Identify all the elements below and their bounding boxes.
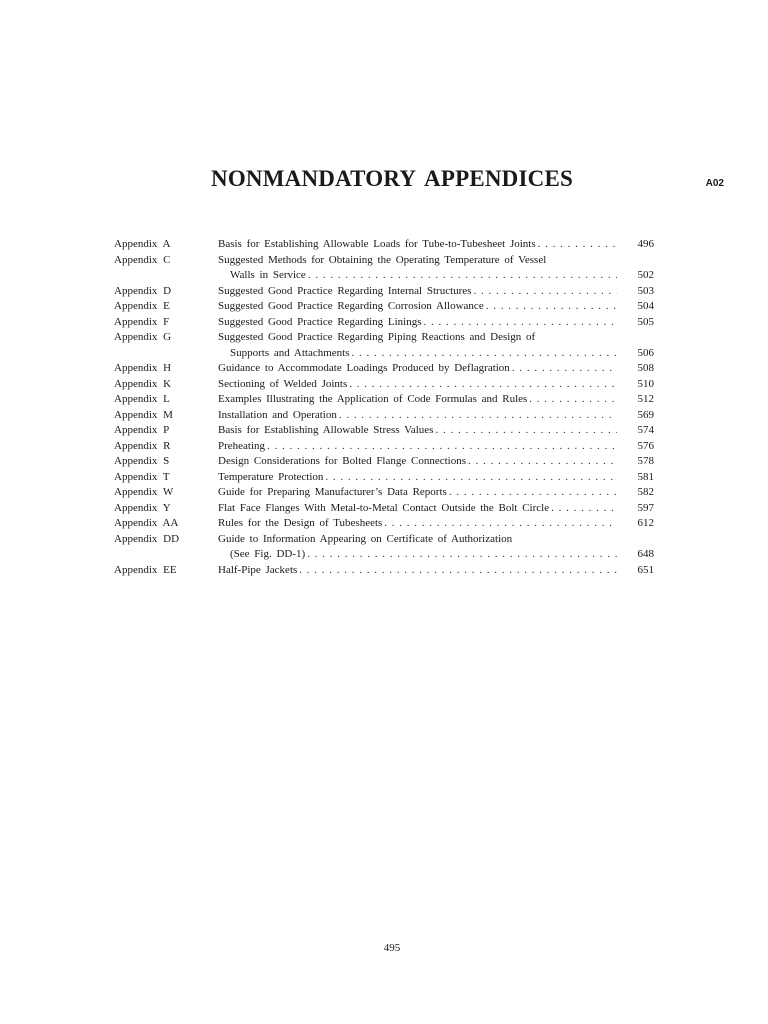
appendix-label: Appendix L [114, 393, 170, 405]
dot-leader [435, 423, 617, 439]
appendix-page-number: 512 [637, 393, 654, 405]
appendix-entry [218, 454, 620, 470]
dot-leader [486, 299, 617, 315]
appendix-entry [218, 485, 620, 501]
toc-entry [114, 485, 654, 501]
appendix-page-number: 569 [637, 408, 654, 421]
appendix-label: Appendix S [114, 455, 170, 467]
appendix-label: Appendix P [114, 424, 170, 436]
appendix-title-text: Rules for the Design of Tubesheets [218, 517, 383, 529]
appendix-title-line [218, 501, 620, 517]
dot-leader [424, 315, 617, 331]
appendix-title-line [218, 253, 620, 269]
toc-entry [114, 563, 654, 579]
appendix-entry [218, 377, 620, 393]
toc-entry [114, 408, 654, 424]
appendix-label: Appendix T [114, 470, 170, 483]
appendix-page-number: 574 [637, 424, 654, 436]
appendix-title-line [218, 346, 620, 362]
appendix-title-text: Half-Pipe Jackets [218, 563, 298, 576]
appendix-label: Appendix A [114, 238, 171, 250]
appendix-title-text: Basis for Establishing Allowable Loads for Tube-to-Tubesheet Joints [218, 238, 536, 250]
appendix-title-text: Sectioning of Welded Joints [218, 377, 348, 390]
appendix-label: Appendix AA [114, 517, 179, 529]
toc-entry [114, 299, 654, 315]
appendix-title-text: Suggested Methods for Obtaining the Operating Temperature of Vessel [218, 253, 547, 266]
appendix-page-number: 505 [637, 315, 654, 328]
dot-leader [267, 439, 617, 455]
appendix-entry [218, 439, 620, 455]
appendix-page-number: 510 [637, 377, 654, 390]
appendix-label: Appendix EE [114, 563, 177, 576]
appendix-title-line [218, 454, 620, 470]
dot-leader [384, 516, 617, 532]
appendix-page-number: 597 [637, 501, 654, 514]
appendix-title-text: Temperature Protection [218, 470, 324, 483]
appendix-title-text: Guide for Preparing Manufacturer’s Data Reports [218, 486, 447, 498]
appendix-label: Appendix M [114, 408, 173, 421]
appendix-title-text: Suggested Good Practice Regarding Corrosion Allowance [218, 300, 484, 312]
appendix-label: Appendix E [114, 300, 170, 312]
appendix-page-number: 506 [637, 346, 654, 359]
appendix-page-number: 582 [637, 486, 654, 498]
appendix-entry [218, 361, 620, 377]
appendix-entry [218, 563, 620, 579]
appendix-title-line [218, 377, 620, 393]
appendix-title-text: Basis for Establishing Allowable Stress Values [218, 424, 434, 436]
appendix-title-line [218, 299, 620, 315]
dot-leader [468, 454, 617, 470]
appendix-label: Appendix H [114, 362, 172, 374]
dot-leader [538, 237, 617, 253]
appendix-label: Appendix D [114, 284, 172, 297]
toc-entry [114, 454, 654, 470]
appendix-page-number: 651 [637, 563, 654, 576]
appendix-title-text: Examples Illustrating the Application of Code Formulas and Rules [218, 393, 528, 405]
appendix-entry [218, 253, 620, 284]
appendix-title-text: Supports and Attachments [230, 346, 350, 359]
appendix-title-text: Suggested Good Practice Regarding Internal Structures [218, 284, 472, 297]
dot-leader [308, 268, 617, 284]
page-number: 495 [383, 942, 401, 954]
dot-leader [325, 470, 617, 486]
appendix-entry [218, 237, 620, 253]
appendix-title-line [218, 547, 620, 563]
dot-leader [339, 408, 617, 424]
appendix-title-line [218, 392, 620, 408]
appendix-page-number: 496 [637, 238, 654, 250]
appendix-page-number: 502 [637, 269, 654, 281]
appendix-page-number: 503 [637, 284, 654, 297]
toc-entry [114, 423, 654, 439]
appendix-title-text: Suggested Good Practice Regarding Linings [218, 315, 422, 328]
dot-leader [307, 547, 617, 563]
dot-leader [512, 361, 617, 377]
dot-leader [352, 346, 618, 362]
appendix-title-line [218, 408, 620, 424]
dot-leader [529, 392, 617, 408]
toc-entry [114, 377, 654, 393]
appendix-title-line [218, 532, 620, 548]
dot-leader [299, 563, 617, 579]
appendix-title-line [218, 516, 620, 532]
appendix-entry [218, 284, 620, 300]
appendix-title-text: Guide to Information Appearing on Certificate of Authorization [218, 532, 513, 545]
appendix-title-line [218, 470, 620, 486]
appendix-title-text: Flat Face Flanges With Metal-to-Metal Contact Outside the Bolt Circle [218, 501, 550, 514]
toc-entry [114, 284, 654, 300]
appendix-entry [218, 392, 620, 408]
toc-entry [114, 253, 654, 284]
appendix-title-line [218, 284, 620, 300]
appendix-title-line [218, 315, 620, 331]
toc-entry [114, 330, 654, 361]
appendix-entry [218, 299, 620, 315]
appendix-entry [218, 516, 620, 532]
appendix-title-line [218, 423, 620, 439]
appendix-label: Appendix DD [114, 532, 180, 545]
appendix-label: Appendix K [114, 377, 172, 390]
appendix-title-line [218, 563, 620, 579]
dot-leader [473, 284, 617, 300]
appendix-label: Appendix R [114, 439, 171, 452]
toc-entry [114, 439, 654, 455]
appendix-page-number: 578 [637, 455, 654, 467]
toc-entry [114, 532, 654, 563]
appendix-label: Appendix F [114, 315, 170, 328]
appendix-title-line [218, 439, 620, 455]
toc-entry [114, 392, 654, 408]
toc-entry [114, 237, 654, 253]
toc-entry [114, 470, 654, 486]
appendix-title-text: Walls in Service [230, 269, 306, 281]
appendix-label: Appendix G [114, 331, 172, 343]
appendix-title-line [218, 237, 620, 253]
appendix-label: Appendix C [114, 253, 171, 266]
appendix-title-line [218, 330, 620, 346]
appendix-page-number: 504 [637, 300, 654, 312]
dot-leader [551, 501, 617, 517]
appendix-title-line [218, 485, 620, 501]
appendix-label: Appendix Y [114, 501, 171, 514]
appendix-page-number: 508 [637, 362, 654, 374]
appendix-page-number: 576 [637, 439, 654, 452]
dot-leader [449, 485, 617, 501]
appendix-entry [218, 532, 620, 563]
appendix-page-number: 612 [637, 517, 654, 529]
appendix-page-number: 648 [637, 548, 654, 560]
appendix-title-line [218, 268, 620, 284]
revision-mark: A02 [705, 178, 724, 189]
appendix-entry [218, 408, 620, 424]
appendix-title-line [218, 361, 620, 377]
appendix-title-text: Installation and Operation [218, 408, 337, 421]
toc-entry [114, 315, 654, 331]
appendix-title-text: Preheating [218, 439, 266, 452]
toc-entry [114, 361, 654, 377]
toc-entry [114, 516, 654, 532]
appendix-title-text: Guidance to Accommodate Loadings Produced by Deflagration [218, 362, 510, 374]
dot-leader [349, 377, 617, 393]
appendix-entry [218, 315, 620, 331]
appendix-label: Appendix W [114, 486, 174, 498]
appendix-page-number: 581 [637, 470, 654, 483]
appendix-entry [218, 470, 620, 486]
appendix-title-text: (See Fig. DD-1) [230, 548, 306, 560]
toc-entry [114, 501, 654, 517]
page-title: NONMANDATORY APPENDICES [211, 166, 573, 191]
table-of-contents [114, 237, 654, 578]
appendix-entry [218, 330, 620, 361]
appendix-title-text: Design Considerations for Bolted Flange Connections [218, 455, 466, 467]
appendix-entry [218, 501, 620, 517]
appendix-entry [218, 423, 620, 439]
appendix-title-text: Suggested Good Practice Regarding Piping Reactions and Design of [218, 331, 536, 343]
